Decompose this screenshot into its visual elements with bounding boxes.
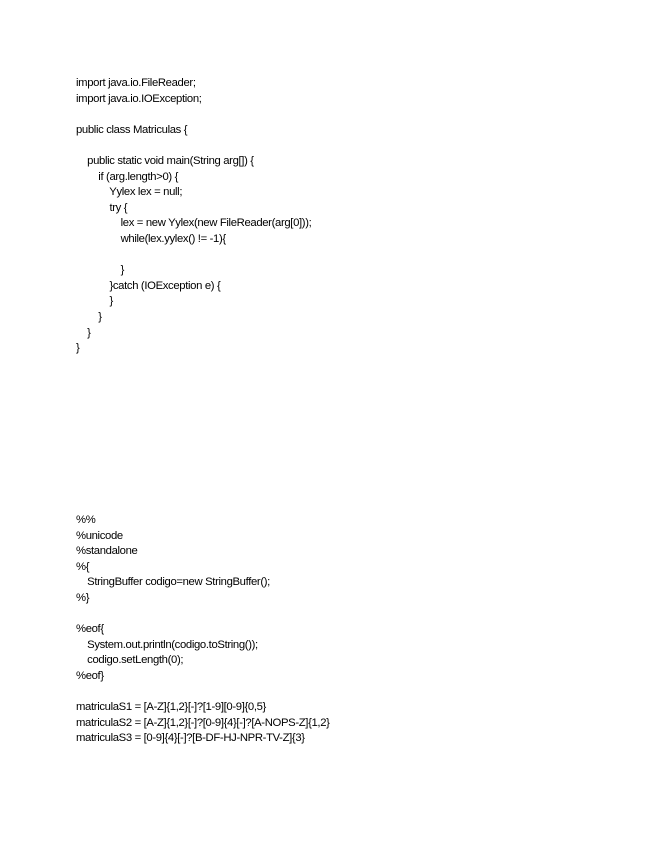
jflex-spec-line: %unicode [76,529,123,542]
jflex-spec-line: %eof} [76,669,104,682]
jflex-spec-line: %} [76,591,90,604]
jflex-spec-line: matriculaS3 = [0-9]{4}[-]?[B-DF-HJ-NPR-TV-Z]{3} [76,732,305,745]
jflex-spec-line: %standalone [76,545,138,558]
java-source-block [76,76,311,357]
java-code-line [76,138,311,154]
jflex-spec-line: matriculaS1 = [A-Z]{1,2}[-]?[1-9][0-9]{0,5} [76,701,266,714]
java-code-line: public static void main(String arg[]) { [76,154,254,167]
jflex-spec-line: matriculaS2 = [A-Z]{1,2}[-]?[0-9]{4}[-]?[A-NOPS-Z]{1,2} [76,716,330,729]
jflex-spec-line: codigo.setLength(0); [76,654,184,667]
java-code-line: } [76,342,80,355]
jflex-spec-line: System.out.println(codigo.toString()); [76,638,258,651]
jflex-spec-line: %{ [76,560,90,573]
jflex-spec-line [76,685,330,701]
java-code-line [76,107,311,123]
jflex-spec-line: %% [76,514,96,526]
jflex-spec-line: %eof{ [76,623,104,636]
jflex-spec-line [76,607,330,623]
java-code-line: public class Matriculas { [76,123,188,136]
java-code-line: } [76,264,125,277]
java-code-line: lex = new Yylex(new FileReader(arg[0])); [76,217,312,230]
jflex-spec-block [76,513,330,747]
java-code-line: try { [76,201,128,214]
java-code-line: } [76,326,91,339]
jflex-spec-line: StringBuffer codigo=new StringBuffer(); [76,576,270,589]
java-code-line: } [76,310,102,323]
java-code-line: while(lex.yylex() != -1){ [76,232,226,245]
java-code-line: Yylex lex = null; [76,186,183,199]
java-code-line: } [76,295,113,308]
java-code-line: import java.io.IOException; [76,92,202,105]
java-code-line [76,248,311,264]
java-code-line: }catch (IOException e) { [76,279,221,292]
java-code-line: if (arg.length>0) { [76,170,179,183]
java-code-line: import java.io.FileReader; [76,77,196,89]
